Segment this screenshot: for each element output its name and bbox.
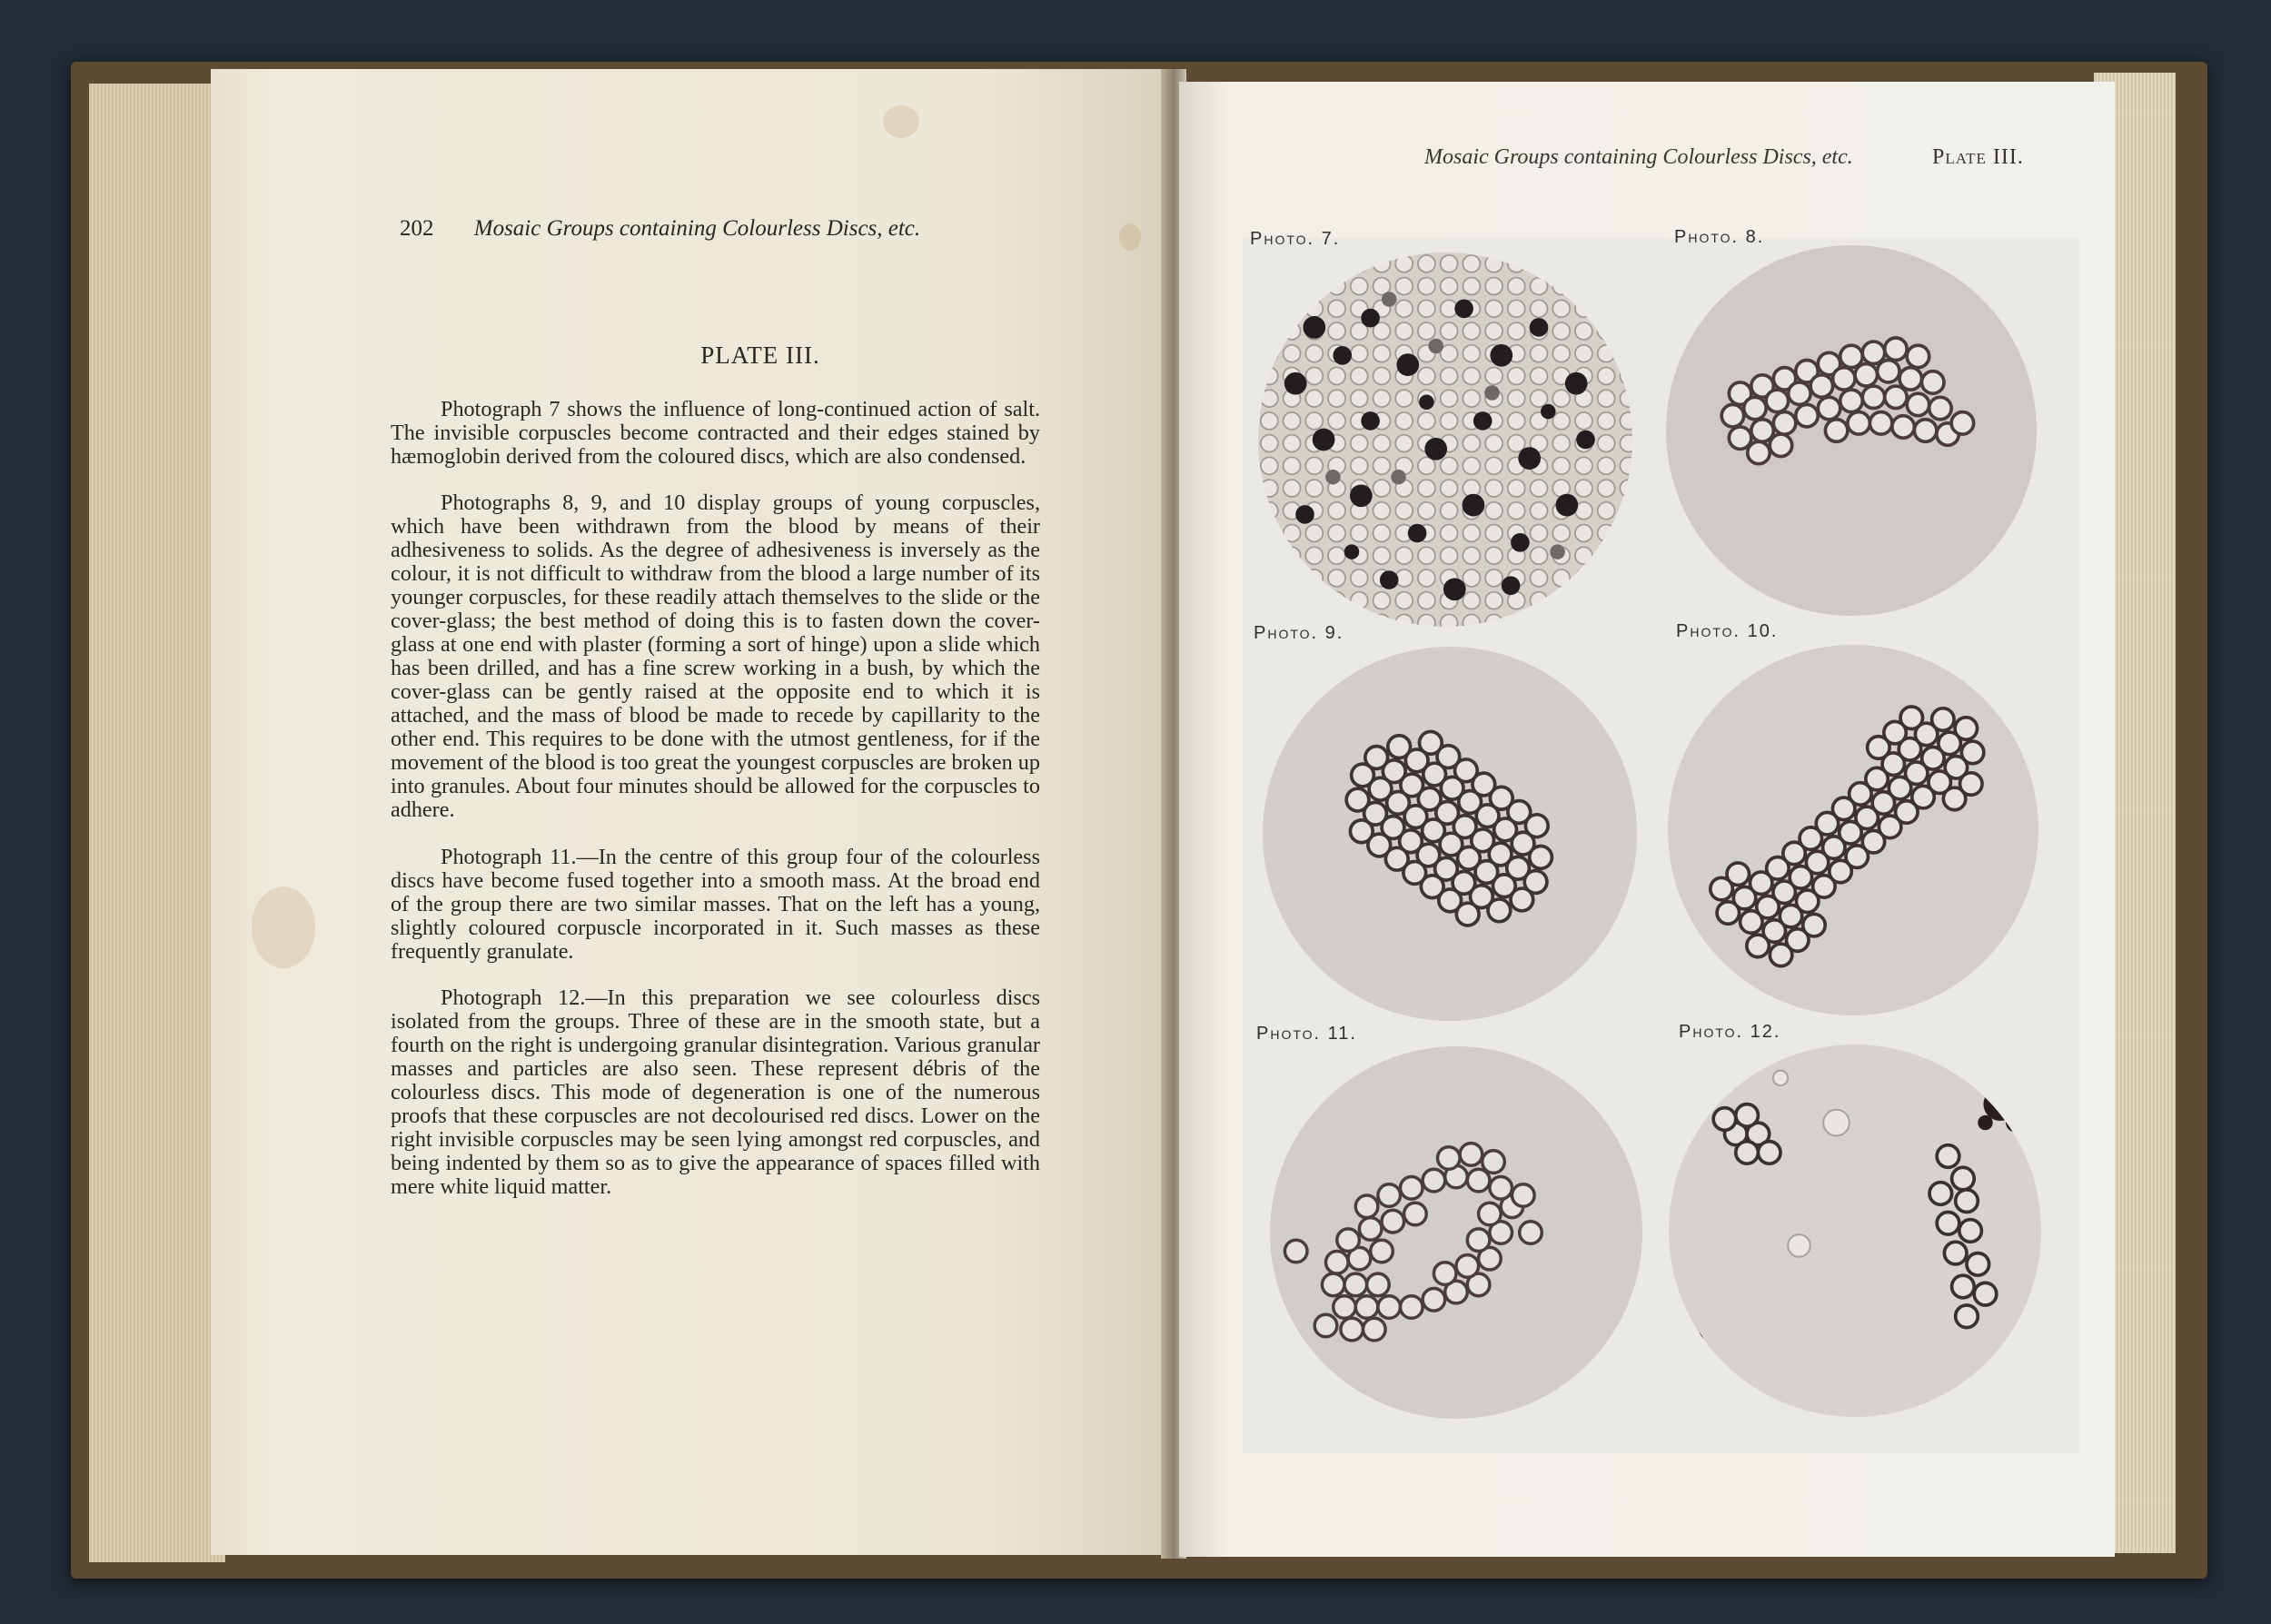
paragraph-photos-8-9-10: Photographs 8, 9, and 10 display groups of young corpuscles, which have been withdrawn from the blood by means of their adhesiveness to solids. As the degree of adhesiveness is inversely as the colour, it is not difficult to withdraw from the blood a large number of its younger corpuscles, for these readily attach themselves to the slide or the cover-glass; the best method of doing this is to fasten down the cover-glass at one end with plaster (forming a sort of hinge) upon a slide which has been drilled, and has a fine screw working in a bush, by which the cover-glass can be gently raised at the opposite end to which it is attached, and the mass of blood be made to recede by capillarity to the other end. This requires to be done with the utmost gentleness, for if the movement of the blood is too great the youngest corpuscles are broken up into granules. About four minutes should be allowed for the corpuscles to adhere. bbox=[391, 490, 1040, 822]
foxing-spot bbox=[1119, 223, 1141, 251]
plate-heading: PLATE III. bbox=[700, 342, 820, 369]
page-edges-left bbox=[89, 84, 225, 1562]
micrograph-image bbox=[1270, 1046, 1642, 1419]
paragraph-photo-12: Photograph 12.—In this preparation we see colourless discs isolated from the groups. Three of these are in the smooth state, but a fourth on the right is undergoing granular disintegration. Various granular masses and particles are also seen. These represent débris of the colourless discs. This mode of degeneration is one of the numerous proofs that these corpuscles are not decolourised red discs. Lower on the right invisible corpuscles may be seen lying amongst red corpuscles, and being indented by them so as to give the appearance of spaces filled with mere white liquid matter. bbox=[391, 985, 1040, 1199]
running-title: Mosaic Groups containing Colourless Discs, etc. bbox=[1424, 145, 1853, 169]
micrograph-image bbox=[1258, 253, 1632, 627]
micrograph-photo-11 bbox=[1270, 1046, 1642, 1419]
page-number: 202 bbox=[400, 216, 434, 241]
micrograph-photo-10 bbox=[1668, 645, 2038, 1015]
micrograph-image bbox=[1263, 647, 1637, 1021]
photo-label: Photo. 9. bbox=[1254, 623, 1344, 643]
left-running-head bbox=[400, 216, 981, 242]
paragraph-photo-7: Photograph 7 shows the influence of long-continued action of salt. The invisible corpuscles become contracted and their edges stained by hæmoglobin derived from the coloured discs, which are also condensed. bbox=[391, 397, 1040, 469]
micrograph-photo-7 bbox=[1258, 253, 1632, 627]
photo-label: Photo. 10. bbox=[1676, 621, 1779, 641]
foxing-spot bbox=[252, 886, 315, 968]
running-title: Mosaic Groups containing Colourless Discs, etc. bbox=[473, 216, 921, 241]
photo-label: Photo. 7. bbox=[1250, 229, 1341, 249]
micrograph-image bbox=[1669, 1045, 2041, 1417]
foxing-spot bbox=[883, 105, 919, 138]
micrograph-image bbox=[1666, 245, 2037, 616]
paragraph-photo-11: Photograph 11.—In the centre of this group four of the colourless discs have become fused together into a smooth mass. At the broad end of the group there are two similar masses. That on the left has a young, slightly coloured corpuscle incorporated in it. Such masses as these frequently granulate. bbox=[391, 845, 1040, 964]
micrograph-image bbox=[1668, 645, 2038, 1015]
body-text bbox=[391, 398, 1040, 1222]
photo-label: Photo. 12. bbox=[1679, 1022, 1781, 1042]
micrograph-photo-8 bbox=[1666, 245, 2037, 616]
micrograph-photo-12 bbox=[1669, 1045, 2041, 1417]
micrograph-photo-9 bbox=[1263, 647, 1637, 1021]
photo-label: Photo. 11. bbox=[1256, 1024, 1357, 1044]
plate-label: Plate III. bbox=[1932, 145, 2024, 169]
photo-label: Photo. 8. bbox=[1674, 227, 1765, 247]
